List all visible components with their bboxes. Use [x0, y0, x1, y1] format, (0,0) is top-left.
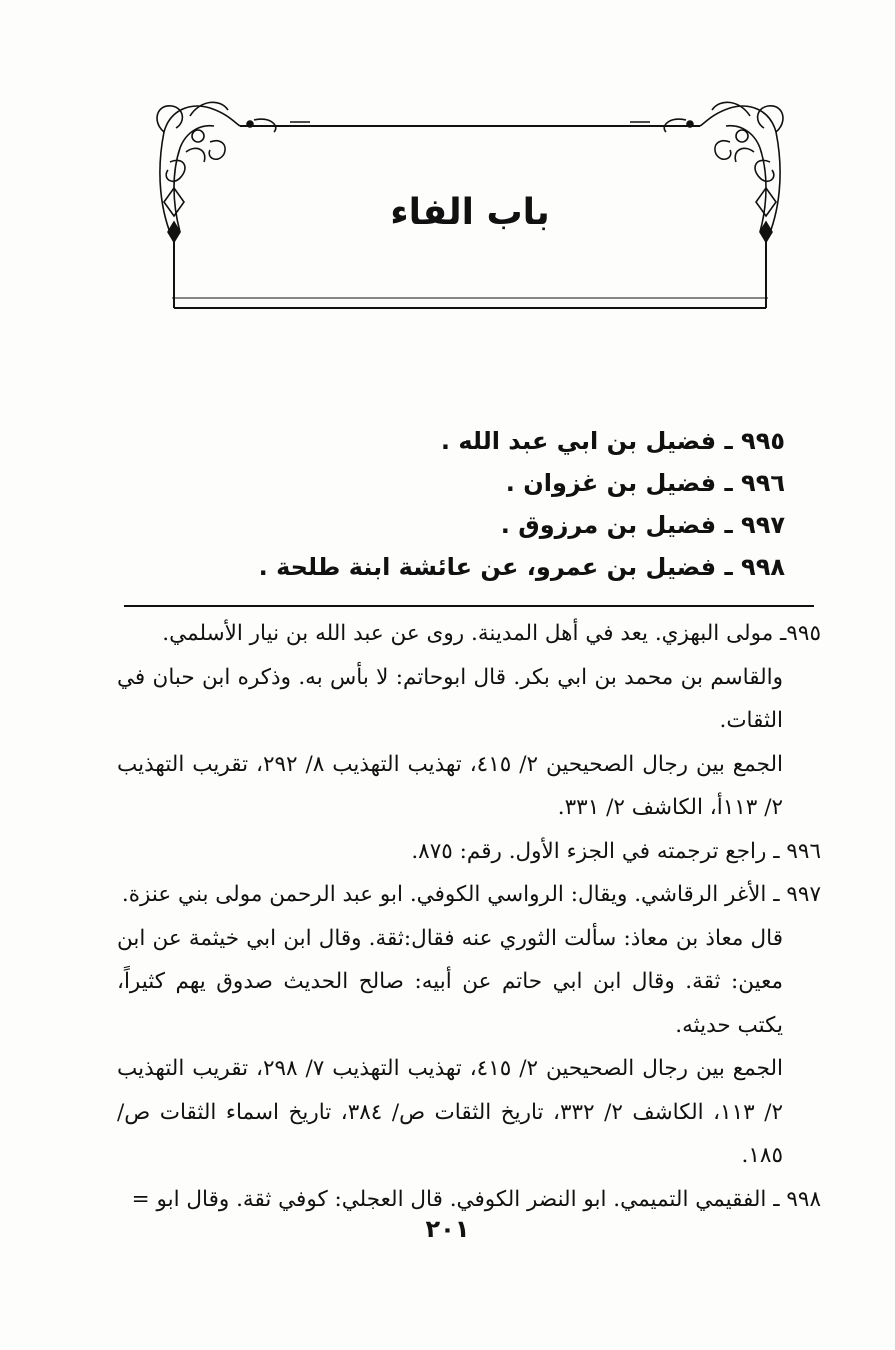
- footnotes: [117, 612, 821, 1221]
- entry-heading-996: ٩٩٦ ـ فضيل بن غزوان .: [505, 469, 785, 497]
- ornamental-title-frame: [150, 92, 790, 312]
- page-number: ٢٠١: [425, 1215, 470, 1243]
- footnote-997-line2: قال معاذ بن معاذ: سألت الثوري عنه فقال:ثقة. وقال ابن ابي خيثمة عن ابن معين: ثقة. وقال ابن ابي حاتم عن أبيه: صالح الحديث صدوق يهم كثيراً، يكتب حديثه.: [117, 925, 783, 1038]
- footnote-995-line2: والقاسم بن محمد بن ابي بكر. قال ابوحاتم: لا بأس به. وذكره ابن حبان في الثقات.: [117, 664, 783, 733]
- footnote-997-line1: ٩٩٧ ـ الأغر الرقاشي. ويقال: الرواسي الكوفي. ابو عبد الرحمن مولى بني عنزة.: [121, 882, 821, 907]
- footnote-997: [117, 873, 821, 1178]
- footnote-995-references: الجمع بين رجال الصحيحين ٢/ ٤١٥، تهذيب التهذيب ٨/ ٢٩٢، تقريب التهذيب ٢/ ١١٣أ، الكاشف ٢/ ٣٣١.: [117, 751, 784, 820]
- entry-heading-997: ٩٩٧ ـ فضيل بن مرزوق .: [500, 511, 785, 539]
- footnote-995: [117, 612, 821, 830]
- footnote-divider: [124, 605, 814, 607]
- footnote-996: [117, 830, 821, 874]
- footnote-998-line1: ٩٩٨ ـ الفقيمي التميمي. ابو النضر الكوفي. قال العجلي: كوفي ثقة. وقال ابو =: [131, 1186, 821, 1212]
- chapter-title: باب الفاء: [390, 192, 550, 233]
- footnote-995-line1: ٩٩٥ـ مولى البهزي. يعد في أهل المدينة. روى عن عبد الله بن نيار الأسلمي.: [162, 621, 821, 646]
- entry-headings-list: [185, 420, 785, 588]
- footnote-996-line1: ٩٩٦ ـ راجع ترجمته في الجزء الأول. رقم: ٨٧٥.: [411, 838, 821, 864]
- entry-heading-998: ٩٩٨ ـ فضيل بن عمرو، عن عائشة ابنة طلحة .: [258, 553, 785, 581]
- footnote-997-references: الجمع بين رجال الصحيحين ٢/ ٤١٥، تهذيب التهذيب ٧/ ٢٩٨، تقريب التهذيب ٢/ ١١٣، الكاشف ٢/ ٣٣٢، تاريخ الثقات ص/ ٣٨٤، تاريخ اسماء الثقات ص/ ١٨٥.: [117, 1056, 784, 1168]
- entry-heading-995: ٩٩٥ ـ فضيل بن ابي عبد الله .: [440, 427, 785, 455]
